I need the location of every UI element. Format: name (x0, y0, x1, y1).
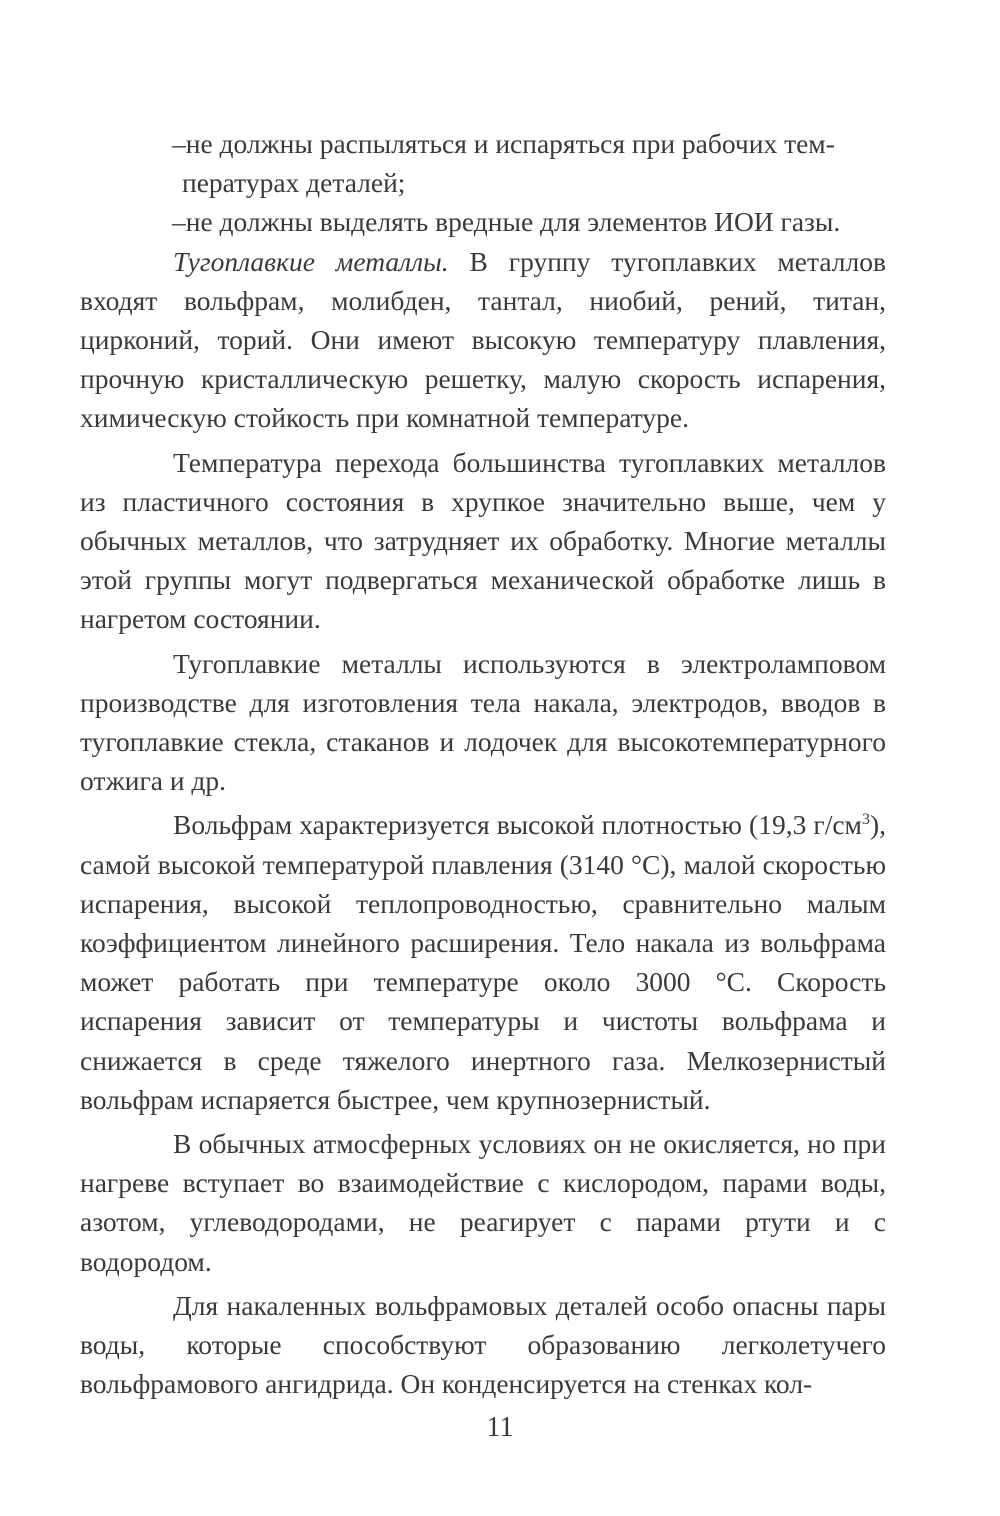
bullet-item-2: –не должны выделять вредные для элементов ИОИ газы. (172, 206, 841, 238)
paragraph-oxidation: В обычных атмосферных условиях он не окисляется, но при нагреве вступает во взаимодействие с кислородом, парами воды, азотом, углеводородами, не реагирует с парами ртути и с водородом. (80, 1128, 886, 1277)
paragraph-text: ), самой высокой температурой плавления (3140 °С), малой скоростью испарения, высокой теплопроводностью, сравнительно малым коэффициентом линейного расширения. Тело накала из вольфрама может работать при температуре около 3000 °С. Скорость испарения зависит от температуры и чистоты вольфрама и снижается в среде тяжелого инертного газа. Мелкозернистый вольфрам испаряется быстрее, чем крупнозернистый. (80, 809, 886, 1115)
superscript: 3 (861, 811, 870, 829)
paragraph-text: В группу тугоплавких металлов входят вольфрам, молибден, тантал, ниобий, рений, титан, цирконий, торий. Они имеют высокую температуру плавления, прочную кристаллическую решетку, малую скорость испарения, химическую стойкость при комнатной температуре. (80, 245, 886, 434)
paragraph-refractory-metals (80, 242, 886, 438)
paragraph-water-vapor: Для накаленных вольфрамовых деталей особо опасны пары воды, которые способствуют образованию легколетучего вольфрамового ангидрида. Он конденсируется на стенках кол- (80, 1289, 886, 1400)
page-number: 11 (486, 1412, 514, 1443)
bullet-item-1-line-2: пературах деталей; (182, 167, 406, 199)
bullet-item-1-line-1: –не должны распыляться и испаряться при рабочих тем- (172, 128, 835, 159)
paragraph-text: Вольфрам характеризуется высокой плотностью (19,3 г/см (173, 809, 862, 841)
body-text (80, 124, 886, 1404)
paragraph-transition-temperature: Температура перехода большинства тугоплавких металлов из пластичного состояния в хрупкое значительно выше, чем у обычных металлов, что затрудняет их обработку. Многие металлы этой группы могут подвергаться механической обработке лишь в нагретом состоянии. (80, 446, 886, 635)
paragraph-tungsten (80, 805, 886, 1119)
section-run-in-heading: Тугоплавкие металлы. (173, 245, 449, 277)
paragraph-usage: Тугоплавкие металлы используются в электроламповом производстве для изготовления тела накала, электродов, вводов в тугоплавкие стекла, стаканов и лодочек для высокотемпературного отжига и др. (80, 647, 886, 797)
